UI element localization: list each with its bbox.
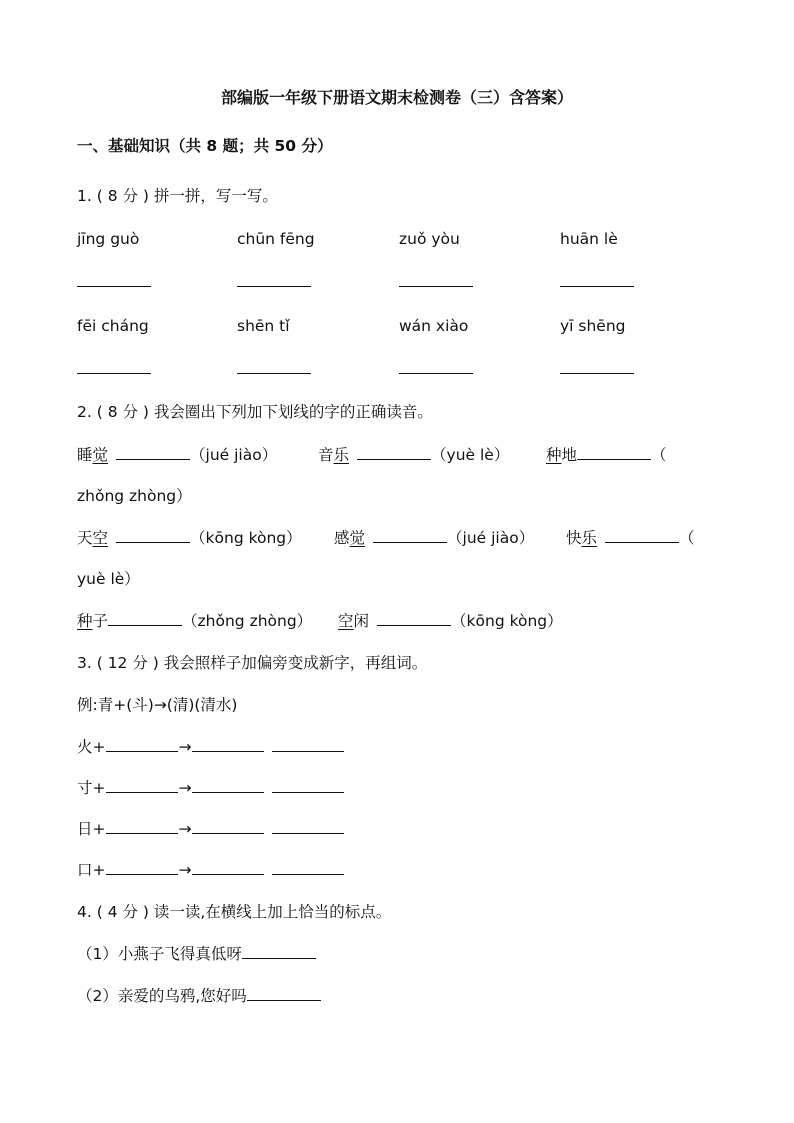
q2-item: 音乐 （yuè lè） (318, 443, 509, 467)
page-title: 部编版一年级下册语文期末检测卷（三）含答案） (220, 88, 573, 107)
arrow-icon: → (178, 861, 192, 879)
pinyin-7: wán xiào (399, 317, 469, 335)
punctuation-blank[interactable] (247, 984, 321, 1001)
q1-label: 1. ( 8 分 ) 拼一拼，写一写。 (77, 187, 278, 205)
q3-example: 例:青+(斗)→(清)(清水) (77, 696, 238, 714)
q4-label: 4. ( 4 分 ) 读一读,在横线上加上恰当的标点。 (77, 903, 392, 921)
answer-blank[interactable] (116, 443, 190, 460)
answer-blank[interactable] (77, 357, 151, 374)
pinyin-6: shēn tǐ (237, 317, 290, 335)
q2-item: 种子 （zhǒng zhòng） (77, 609, 312, 633)
answer-blank[interactable] (377, 609, 451, 626)
answer-blank[interactable] (560, 357, 634, 374)
new-char-blank[interactable] (192, 817, 264, 834)
q4-item: （1）小燕子飞得真低呀 (77, 942, 316, 966)
radical-blank[interactable] (106, 735, 178, 752)
answer-blank[interactable] (108, 609, 182, 626)
q3-row: 火+ → (77, 735, 344, 759)
word-blank[interactable] (272, 735, 344, 752)
answer-blank[interactable] (373, 526, 447, 543)
answer-blank[interactable] (77, 270, 151, 287)
q4-item: （2）亲爱的乌鸦,您好吗 (77, 984, 321, 1008)
pinyin-8: yī shēng (560, 317, 626, 335)
pinyin-3: zuǒ yòu (399, 230, 460, 248)
q2-item: 种地 （ (546, 443, 667, 467)
new-char-blank[interactable] (192, 776, 264, 793)
answer-blank[interactable] (577, 443, 651, 460)
answer-blank[interactable] (116, 526, 190, 543)
answer-blank[interactable] (399, 270, 473, 287)
q2-label: 2. ( 8 分 ) 我会圈出下列加下划线的字的正确读音。 (77, 403, 433, 421)
word-blank[interactable] (272, 858, 344, 875)
q3-row: 口+ → (77, 858, 344, 882)
word-blank[interactable] (272, 776, 344, 793)
q2-item: 睡觉 （jué jiào） (77, 443, 277, 467)
q2-item: 快乐 （ (566, 526, 695, 550)
q2-wrap: zhǒng zhòng） (77, 487, 192, 505)
radical-blank[interactable] (106, 776, 178, 793)
radical-blank[interactable] (106, 858, 178, 875)
arrow-icon: → (178, 779, 192, 797)
q2-item: 感觉 （jué jiào） (334, 526, 534, 550)
q2-item: 天空 （kōng kòng） (77, 526, 302, 550)
arrow-icon: → (178, 738, 192, 756)
pinyin-2: chūn fēng (237, 230, 315, 248)
pinyin-1: jīng guò (77, 230, 140, 248)
pinyin-5: fēi cháng (77, 317, 149, 335)
arrow-icon: → (178, 820, 192, 838)
answer-blank[interactable] (560, 270, 634, 287)
answer-blank[interactable] (605, 526, 679, 543)
punctuation-blank[interactable] (242, 942, 316, 959)
answer-blank[interactable] (237, 357, 311, 374)
q2-wrap: yuè lè） (77, 570, 140, 588)
answer-blank[interactable] (237, 270, 311, 287)
answer-blank[interactable] (399, 357, 473, 374)
pinyin-4: huān lè (560, 230, 618, 248)
q3-row: 寸+ → (77, 776, 344, 800)
q2-item: 空闲 （kōng kòng） (338, 609, 563, 633)
answer-blank[interactable] (357, 443, 431, 460)
radical-blank[interactable] (106, 817, 178, 834)
section-heading: 一、基础知识（共 8 题；共 50 分） (77, 137, 333, 155)
q3-label: 3. ( 12 分 ) 我会照样子加偏旁变成新字，再组词。 (77, 654, 428, 672)
q3-row: 日+ → (77, 817, 344, 841)
word-blank[interactable] (272, 817, 344, 834)
new-char-blank[interactable] (192, 858, 264, 875)
new-char-blank[interactable] (192, 735, 264, 752)
